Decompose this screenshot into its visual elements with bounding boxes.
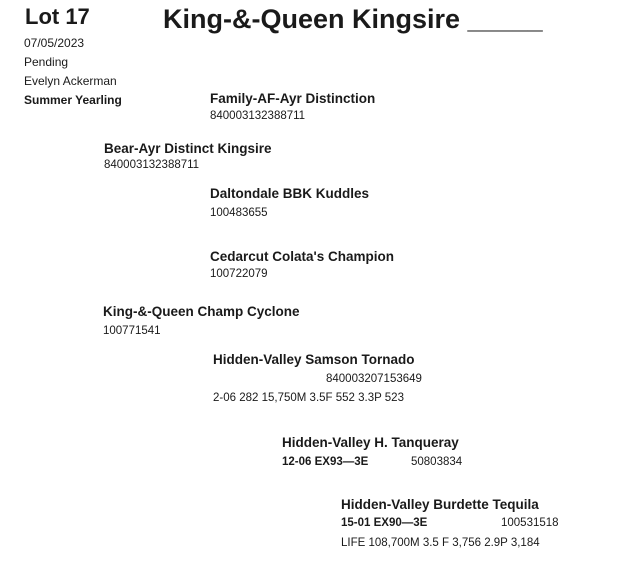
dam-name: King-&-Queen Champ Cyclone [103,304,300,319]
sire-sire-name: Family-AF-Ayr Distinction [210,91,376,106]
dam-dam-record: 2-06 282 15,750M 3.5F 552 3.3P 523 [213,392,404,404]
owner-name: Evelyn Ackerman [24,74,117,88]
dam-dam-name: Hidden-Valley Samson Tornado [213,352,415,367]
dam-reg: 100771541 [103,325,161,337]
status-text: Pending [24,55,69,69]
dam-dam-dam-dam-reg: 100531518 [501,517,559,529]
dam-dam-dam-name: Hidden-Valley H. Tanqueray [282,435,459,450]
sire-dam-name: Daltondale BBK Kuddles [210,186,370,201]
sale-date: 07/05/2023 [24,36,85,50]
dam-dam-dam-reg: 50803834 [411,456,463,468]
sire-dam-reg: 100483655 [210,207,268,219]
dam-dam-dam-classification: 12-06 EX93—3E [282,456,369,468]
dam-sire-reg: 100722079 [210,268,268,280]
sire-sire-reg: 840003132388711 [210,110,306,122]
class-label: Summer Yearling [24,93,122,107]
dam-dam-dam-dam-record: LIFE 108,700M 3.5 F 3,756 2.9P 3,184 [341,537,540,549]
dam-dam-dam-dam-classification: 15-01 EX90—3E [341,517,428,529]
lot-number: Lot 17 [25,4,90,29]
sire-name: Bear-Ayr Distinct Kingsire [104,141,272,156]
dam-dam-reg: 840003207153649 [326,373,422,385]
dam-sire-name: Cedarcut Colata's Champion [210,249,394,264]
dam-dam-dam-dam-name: Hidden-Valley Burdette Tequila [341,497,539,512]
animal-title: King-&-Queen Kingsire _____ [163,4,543,34]
sire-reg: 840003132388711 [104,159,200,171]
